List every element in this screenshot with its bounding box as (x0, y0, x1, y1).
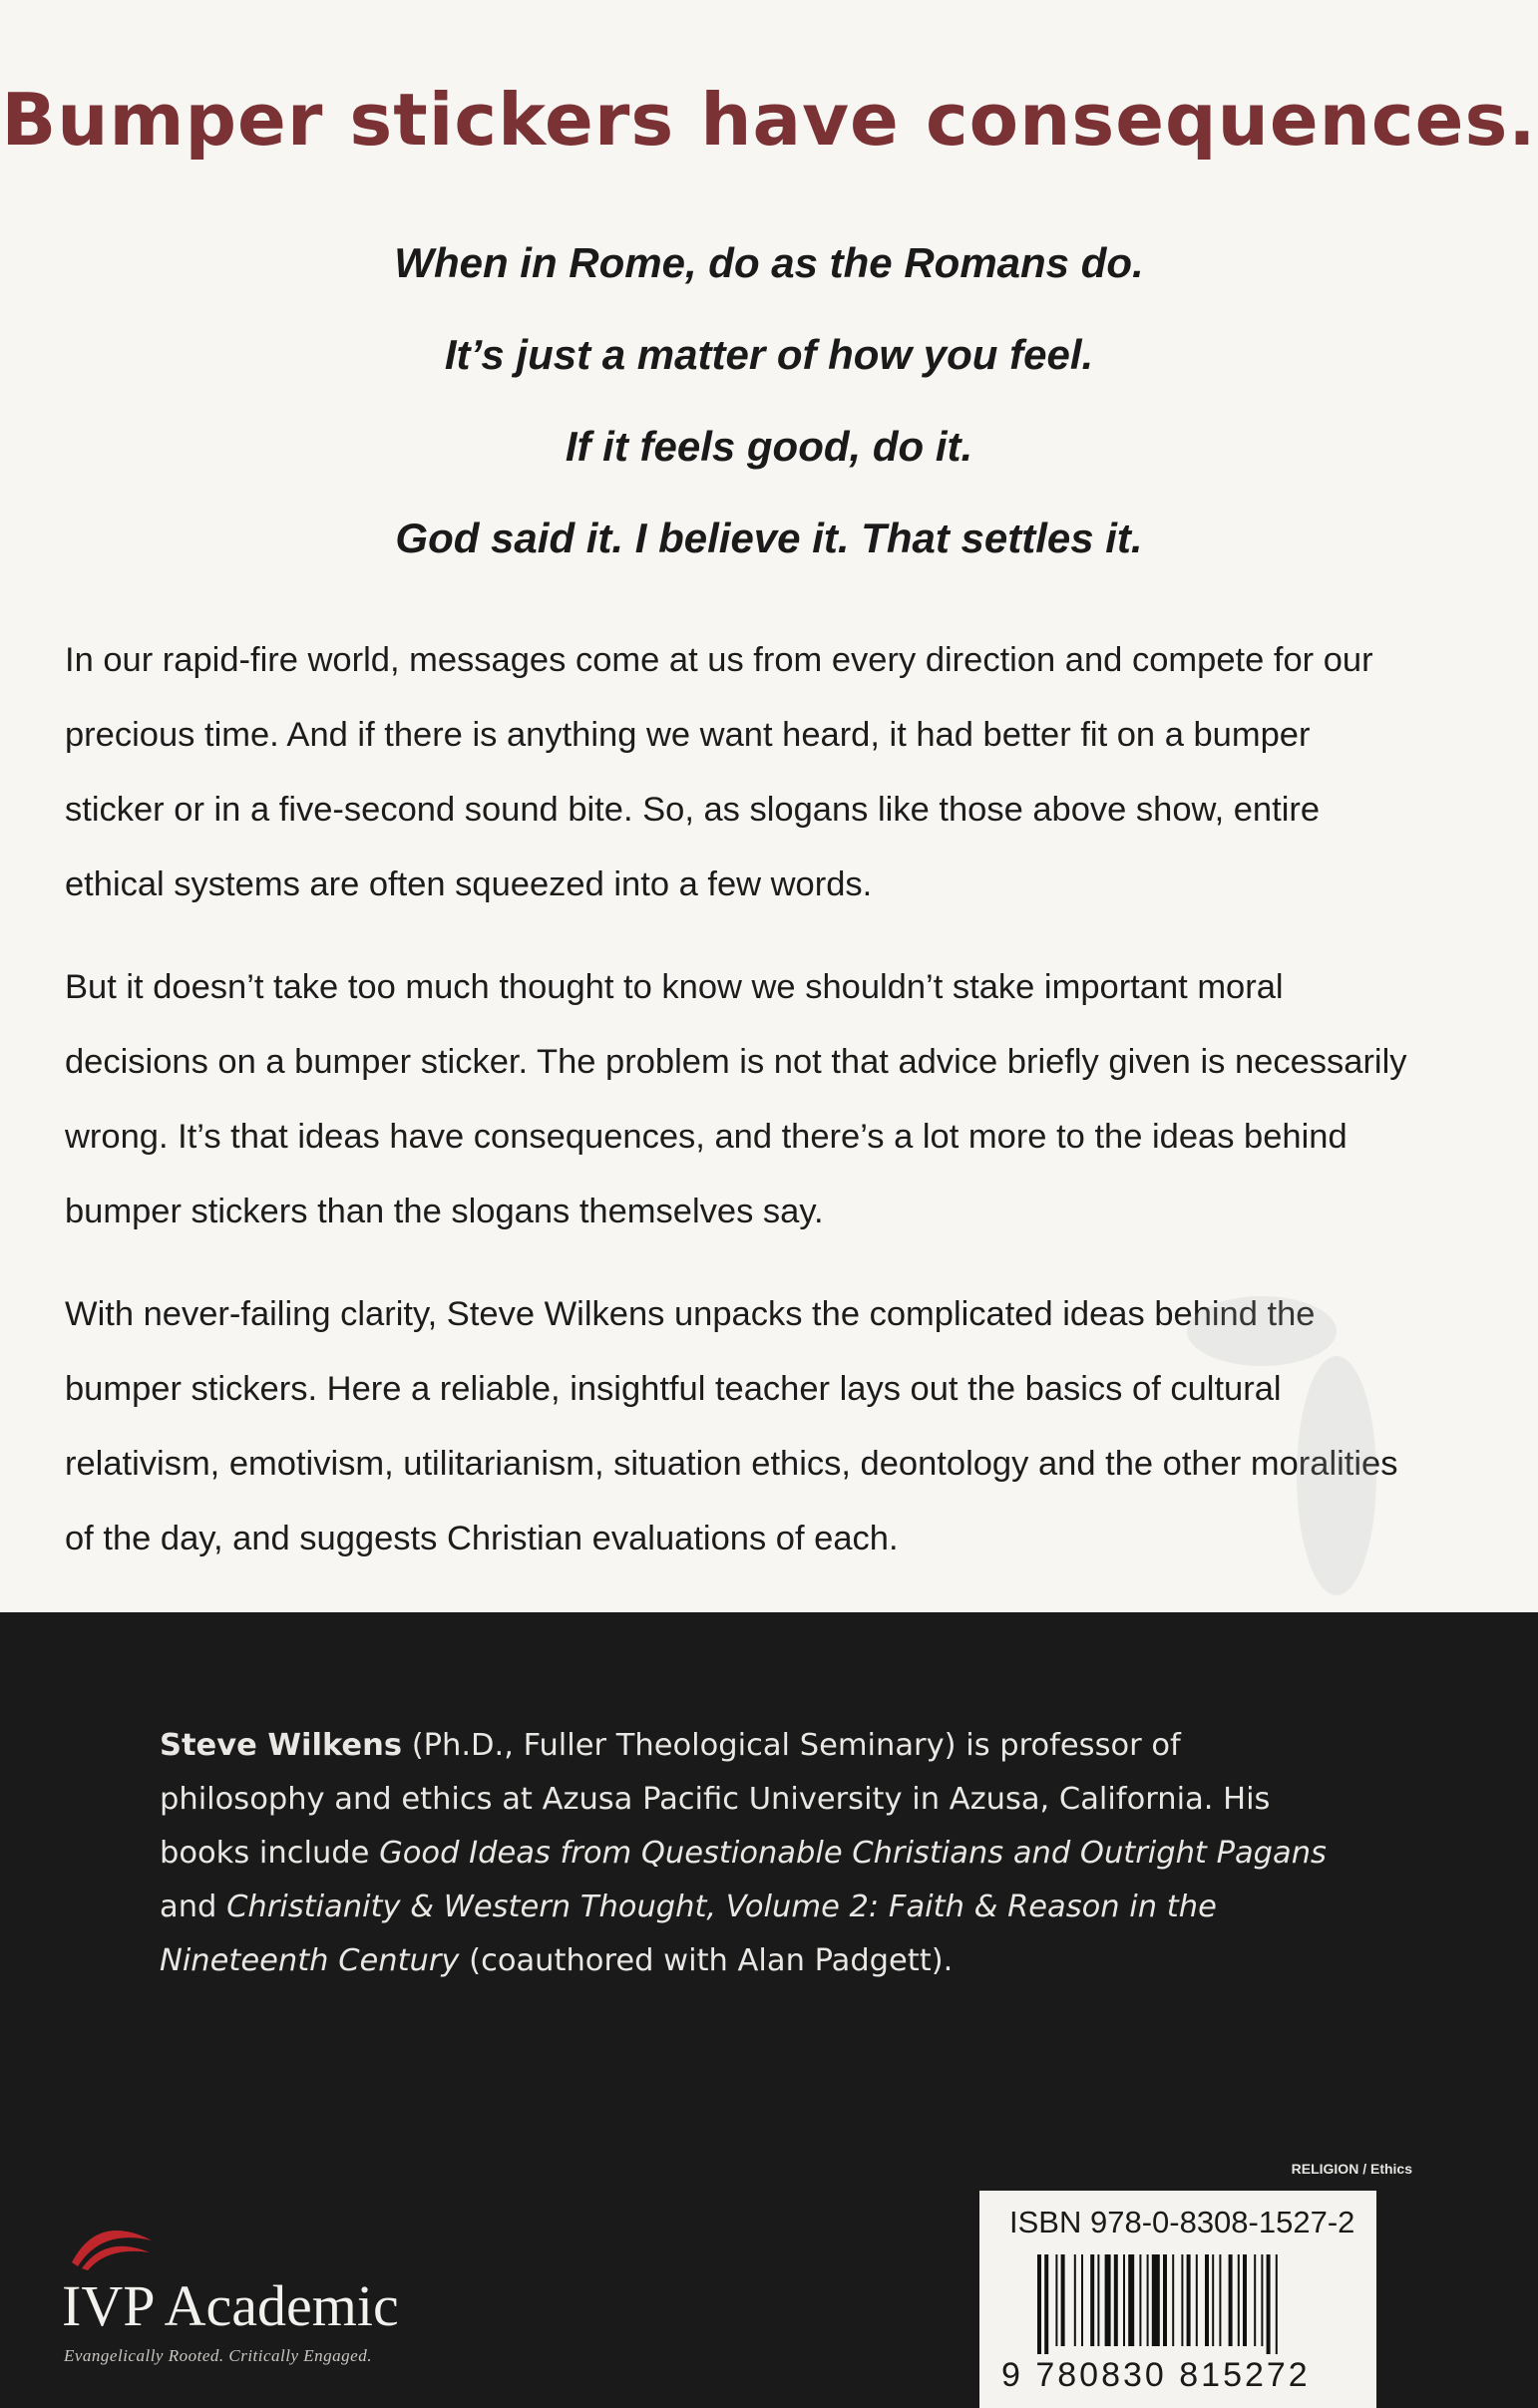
barcode-block (979, 2191, 1376, 2408)
smudge-mark (1187, 1296, 1337, 1366)
barcode-bar (1037, 2254, 1041, 2354)
author-name: Steve Wilkens (160, 1728, 402, 1763)
barcode-bar (1267, 2254, 1271, 2354)
barcode-bar (1152, 2254, 1160, 2346)
bio-text: (coauthored with Alan Padgett). (459, 1943, 954, 1978)
description (65, 623, 1416, 1604)
barcode-bar (1205, 2254, 1209, 2346)
barcode-bar (1163, 2254, 1167, 2346)
slogan: It’s just a matter of how you feel. (444, 331, 1094, 378)
publisher-tagline: Evangelically Rooted. Critically Engaged. (64, 2346, 372, 2365)
barcode-bar (1147, 2254, 1149, 2346)
author-panel (0, 1612, 1538, 2408)
barcode-bar (1128, 2254, 1134, 2346)
slogan-list (0, 217, 1538, 584)
barcode-bar (1097, 2254, 1099, 2346)
barcode-bar (1055, 2254, 1057, 2346)
description-paragraph: But it doesn’t take too much thought to know we shouldn’t stake important moral decisions on a bumper sticker. The problem is not that advice briefly given is necessarily wrong. It’s that ideas have consequences, and there’s a lot more to the ideas behind bumper stickers than the slogans themselves say. (65, 968, 1407, 1230)
book-title: Good Ideas from Questionable Christians and Outright Pagans (379, 1836, 1327, 1871)
barcode-bar (1181, 2254, 1183, 2346)
publisher-logo (62, 2211, 481, 2365)
barcode-bar (1276, 2254, 1278, 2354)
barcode-bar (1172, 2254, 1174, 2346)
barcode-bar (1139, 2254, 1141, 2346)
barcode-bar (1261, 2254, 1263, 2346)
barcode-bar (1187, 2254, 1191, 2346)
barcode-bar (1229, 2254, 1233, 2346)
book-title: Christianity & Western Thought, Volume 2: Faith & Reason in the Nineteenth Century (160, 1890, 1217, 1978)
barcode-bar (1081, 2254, 1083, 2346)
publisher-name: IVP Academic (62, 2273, 399, 2338)
barcode-bar (1090, 2254, 1094, 2346)
barcode-bar (1114, 2254, 1118, 2346)
slogan: If it feels good, do it. (565, 423, 973, 470)
barcode-bar (1074, 2254, 1076, 2346)
description-paragraph: With never-failing clarity, Steve Wilkens unpacks the complicated ideas behind the bumper stickers. Here a reliable, insightful teacher lays out the basics of cultural relativism, emotivism, utilitarianism, situation ethics, deontology and the other moralities of the day, and suggests Christian evaluations of each. (65, 1295, 1398, 1557)
barcode-bar (1123, 2254, 1125, 2346)
headline: Bumper stickers have consequences. (1, 78, 1537, 162)
barcode-bar (1238, 2254, 1240, 2346)
barcode-bar (1061, 2254, 1065, 2346)
logo-arc-icon (68, 2211, 158, 2270)
bio-text: (Ph.D., Fuller Theological Seminary) is professor of philosophy and ethics at Azusa Pacific University in Azusa, California. His books include (160, 1728, 1271, 1871)
barcode-bar (1196, 2254, 1198, 2346)
smudge-mark (1297, 1356, 1376, 1595)
slogan: God said it. I believe it. That settles it. (395, 515, 1143, 561)
description-paragraph: In our rapid-fire world, messages come at us from every direction and compete for our precious time. And if there is anything we want heard, it had better fit on a bumper sticker or in a five-second sound bite. So, as slogans like those above show, entire ethical systems are often squeezed into a few words. (65, 641, 1373, 903)
category-label: RELIGION / Ethics (1291, 2161, 1412, 2177)
barcode-icon (1037, 2254, 1337, 2354)
barcode-bar (1044, 2254, 1048, 2354)
bio-text: and (160, 1890, 227, 1924)
barcode-bar (1105, 2254, 1111, 2346)
isbn-label: ISBN 978-0-8308-1527-2 (1009, 2205, 1355, 2239)
barcode-digits: 9 780830 815272 (1001, 2356, 1311, 2394)
barcode-bar (1219, 2254, 1221, 2346)
barcode-bar (1243, 2254, 1247, 2346)
author-bio (160, 1719, 1327, 1988)
barcode-bar (1254, 2254, 1256, 2346)
barcode-bar (1212, 2254, 1214, 2346)
slogan: When in Rome, do as the Romans do. (394, 239, 1144, 286)
